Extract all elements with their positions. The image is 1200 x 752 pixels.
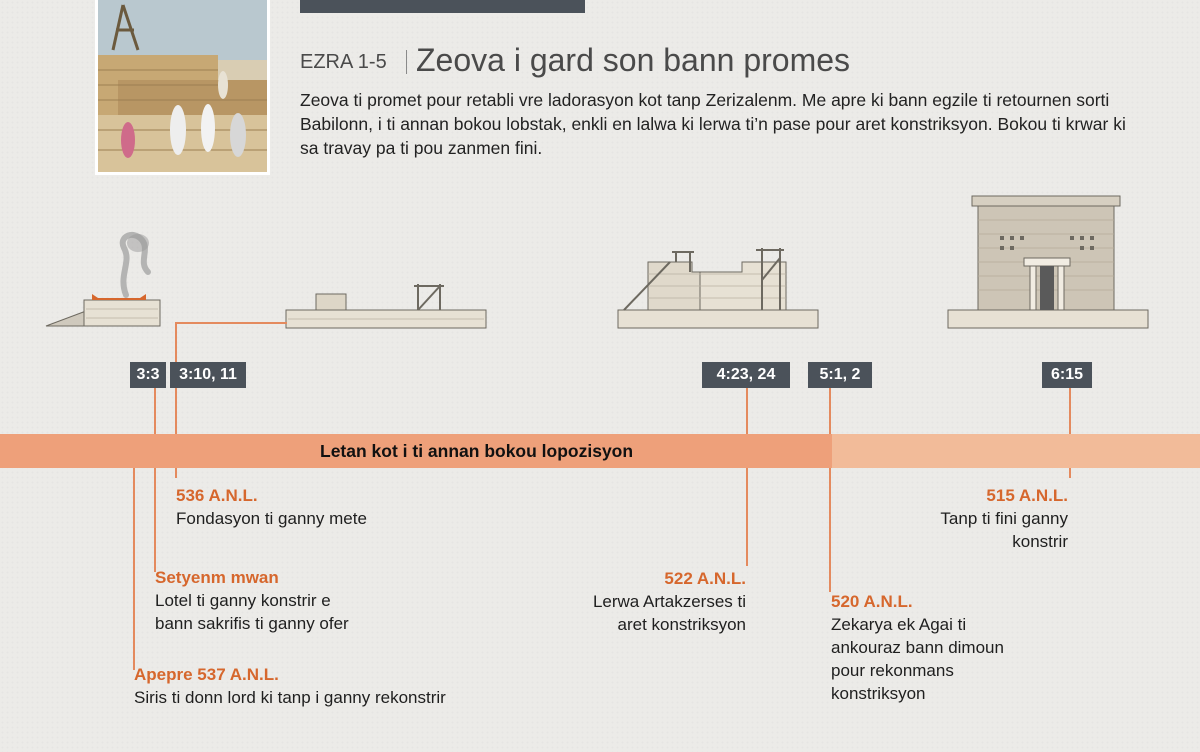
opposition-period-label: Letan kot i ti annan bokou lopozisyon (320, 441, 634, 461)
header-bar (300, 0, 585, 13)
event-text: konstrir (1012, 532, 1068, 551)
event-date: 522 A.N.L. (664, 569, 746, 588)
connector-line (746, 370, 748, 566)
intro-paragraph: Zeova ti promet pour retabli vre ladorasyon kot tanp Zerizalenm. Me apre ki bann egzile ti retournen sorti Babilonn, i ti annan bokou lobstak, enkli en lalwa ki lerwa ti’n pase pour aret konstriksyon. Bokou ti krwar ki sa travay pa ti pou zanmen fini. (300, 90, 1126, 158)
event-text: bann sakrifis ti ganny ofer (155, 614, 349, 633)
scripture-tag: 6:15 (1042, 362, 1092, 388)
event-text: Lerwa Artakzerses ti (592, 592, 746, 611)
event-text: ankouraz bann dimoun (831, 638, 1004, 657)
event-text: Zekarya ek Agai ti (831, 615, 967, 634)
connector-line (154, 370, 156, 572)
event-520 (831, 590, 1071, 705)
event-text: Tanp ti fini ganny (940, 509, 1068, 528)
event-date: 520 A.N.L. (831, 592, 913, 611)
connector-line (829, 370, 831, 592)
event-515 (868, 484, 1068, 553)
event-altar (155, 566, 415, 635)
event-536 (176, 484, 436, 530)
event-text: Fondasyon ti ganny mete (176, 509, 367, 528)
event-text: Lotel ti ganny konstrir e (155, 591, 331, 610)
scripture-tag: 4:23, 24 (702, 362, 790, 388)
event-date: Apepre 537 A.N.L. (134, 665, 279, 684)
scripture-reference: EZRA 1-5 (300, 51, 387, 73)
event-522 (546, 567, 746, 636)
event-537 (134, 663, 534, 709)
construction-illustration (95, 0, 270, 175)
title-divider (406, 50, 407, 74)
scripture-tag: 3:3 (130, 362, 166, 388)
connector-line (175, 322, 287, 324)
event-date: 536 A.N.L. (176, 486, 258, 505)
scripture-tag: 5:1, 2 (808, 362, 872, 388)
event-text: pour rekonmans (831, 661, 954, 680)
event-date: 515 A.N.L. (986, 486, 1068, 505)
event-text: aret konstriksyon (617, 615, 746, 634)
event-text: Siris ti donn lord ki tanp i ganny rekonstrir (134, 688, 446, 707)
connector-line (133, 434, 135, 670)
event-date: Setyenm mwan (155, 568, 279, 587)
scripture-tag: 3:10, 11 (170, 362, 246, 388)
event-text: konstriksyon (831, 684, 926, 703)
page-title: Zeova i gard son bann promes (416, 42, 851, 78)
